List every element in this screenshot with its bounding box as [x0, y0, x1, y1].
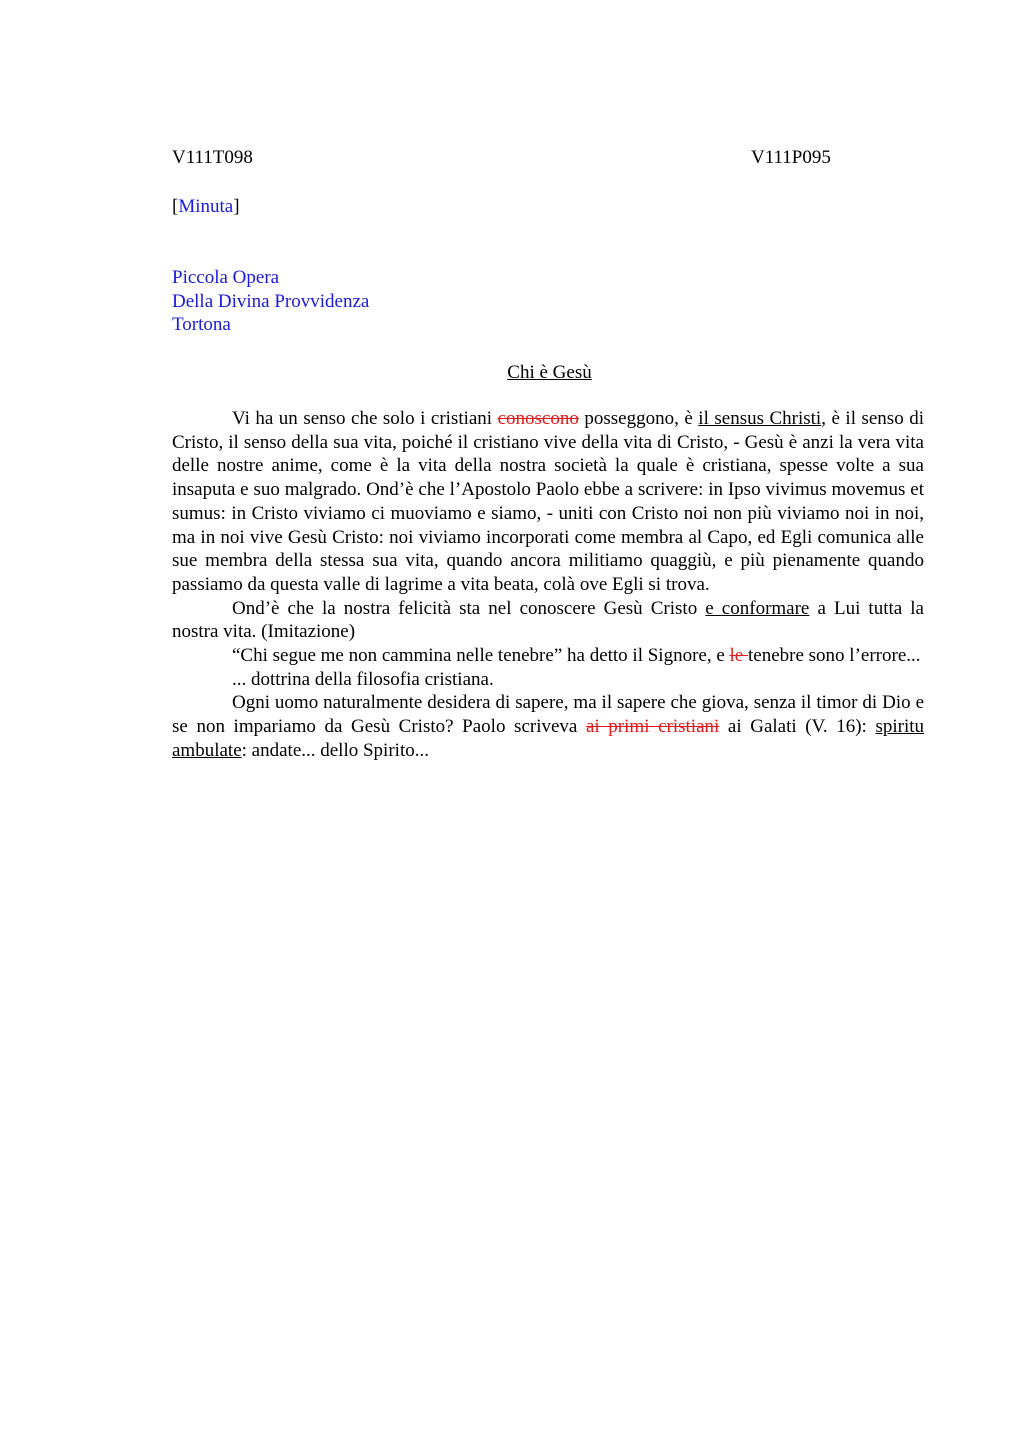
- paragraph-2-text-1: Ond’è che la nostra felicità sta nel conoscere Gesù Cristo: [232, 597, 706, 619]
- paragraph-2-text-2: a Lui tutta la nostra vita. (Imitazione): [172, 597, 924, 643]
- sender-line-3: Tortona: [172, 314, 231, 335]
- paragraph-3-text-2: tenebre sono l’errore...: [748, 645, 921, 667]
- deleted-word-le: le: [729, 645, 748, 667]
- paragraph-3: [172, 644, 924, 668]
- paragraph-5-text-3: : andate... dello Spirito...: [241, 739, 429, 761]
- underlined-spiritu-ambulate: spiritu ambulate: [172, 716, 925, 761]
- minuta-open-bracket: [: [172, 196, 179, 217]
- paragraph-1-text-3: , è il senso di Cristo, il senso della sua vita, poiché il cristiano vive della vita di Cristo, - Gesù è anzi la vera vita delle nostre anime, come è la vita della nostra società la quale è cristiana, spesse volte a sua insaputa e suo malgrado. Ond’è che l’Apostolo Paolo ebbe a scrivere: in Ipso vivimus movemus et sumus: in Cristo viviamo ci muoviamo e siamo, - uniti con Cristo noi non più viviamo noi in noi, ma in noi vive Gesù Cristo: noi viviamo incorporati come membra al Capo, ed Egli comunica alle sue membra della stessa sua vita, quando ancora militiamo quaggiù, e più pienamente quando passiamo da questa valle di lagrime a vita beata, colà ove Egli si trova.: [172, 408, 924, 595]
- minuta-close-bracket: ]: [233, 196, 240, 217]
- paragraph-1-text-1: Vi ha un senso che solo i cristiani: [232, 408, 498, 429]
- paragraph-5-text-2: ai Galati (V. 16):: [719, 716, 876, 738]
- paragraph-2: [172, 597, 924, 644]
- paragraph-5-text-1: Ogni uomo naturalmente desidera di sapere, ma il sapere che giova, senza il timor di Dio e se non impariamo da Gesù Cristo? Paolo scriveva: [172, 692, 924, 738]
- document-ref-left: V111T098: [172, 147, 253, 168]
- paragraph-3-text-1: “Chi segue me non cammina nelle tenebre” ha detto il Signore, e: [232, 645, 730, 667]
- paragraph-1: [172, 407, 924, 597]
- deleted-word-conoscono: conoscono: [497, 408, 579, 429]
- underlined-e-conformare: e conformare: [705, 597, 810, 619]
- sender-line-2: Della Divina Provvidenza: [172, 290, 370, 312]
- minuta-text: Minuta: [178, 196, 234, 217]
- paragraph-1-text-2: posseggono, è: [578, 408, 699, 429]
- document-ref-right: V111P095: [751, 147, 831, 168]
- sender-line-1: Piccola Opera: [172, 267, 280, 288]
- paragraph-4-text-1: ... dottrina della filosofia cristiana.: [232, 668, 494, 690]
- sender-block: [172, 266, 369, 337]
- document-body: [172, 407, 924, 763]
- deleted-phrase-ai-primi-cristiani: ai primi cristiani: [585, 716, 720, 738]
- minuta-label: [172, 195, 240, 219]
- document-title-wrapper: [172, 361, 927, 385]
- underlined-sensus-christi: il sensus Christi: [698, 408, 822, 429]
- paragraph-4: [172, 668, 924, 692]
- paragraph-5: [172, 691, 924, 762]
- document-title: Chi è Gesù: [507, 362, 592, 383]
